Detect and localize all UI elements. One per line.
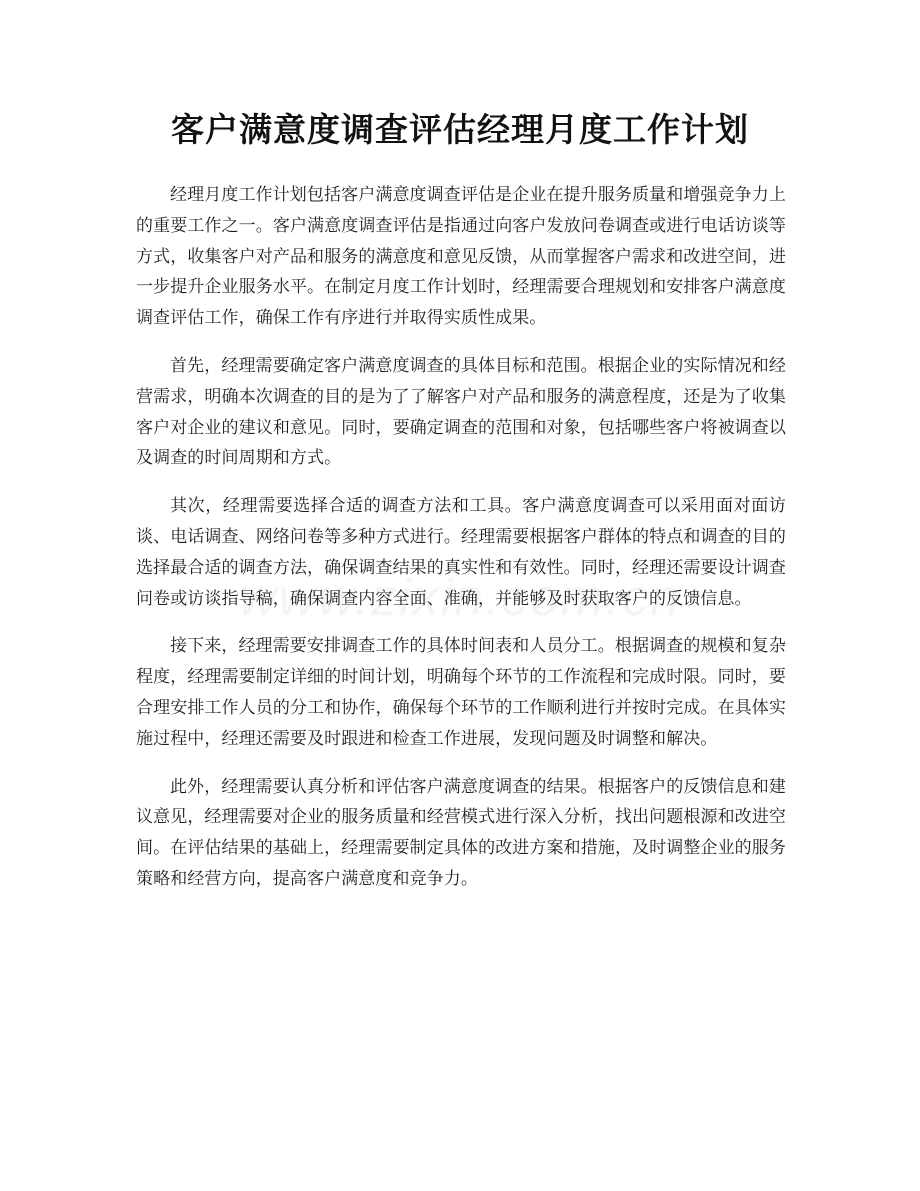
paragraph-analysis: 此外，经理需要认真分析和评估客户满意度调查的结果。根据客户的反馈信息和建议意见，经理需要对企业的服务质量和经营模式进行深入分析，找出问题根源和改进空间。在评估结果的基础上，经理需要制定具体的改进方案和措施，及时调整企业的服务策略和经营方向，提高客户满意度和竞争力。 <box>136 776 786 889</box>
document-body <box>136 180 786 912</box>
paragraph-schedule: 接下来，经理需要安排调查工作的具体时间表和人员分工。根据调查的规模和复杂程度，经理需要制定详细的时间计划，明确每个环节的工作流程和完成时限。同时，要合理安排工作人员的分工和协作，确保每个环节的工作顺利进行并按时完成。在具体实施过程中，经理还需要及时跟进和检查工作进展，发现问题及时调整和解决。 <box>136 636 786 749</box>
paragraph-methods: 其次，经理需要选择合适的调查方法和工具。客户满意度调查可以采用面对面访谈、电话调查、网络问卷等多种方式进行。经理需要根据客户群体的特点和调查的目的选择最合适的调查方法，确保调查结果的真实性和有效性。同时，经理还需要设计调查问卷或访谈指导稿，确保调查内容全面、准确，并能够及时获取客户的反馈信息。 <box>136 496 786 609</box>
paragraph-intro: 经理月度工作计划包括客户满意度调查评估是企业在提升服务质量和增强竞争力上的重要工作之一。客户满意度调查评估是指通过向客户发放问卷调查或进行电话访谈等方式，收集客户对产品和服务的满意度和意见反馈，从而掌握客户需求和改进空间，进一步提升企业服务水平。在制定月度工作计划时，经理需要合理规划和安排客户满意度调查评估工作，确保工作有序进行并取得实质性成果。 <box>136 185 786 329</box>
paragraph-goals: 首先，经理需要确定客户满意度调查的具体目标和范围。根据企业的实际情况和经营需求，明确本次调查的目的是为了了解客户对产品和服务的满意程度，还是为了收集客户对企业的建议和意见。同时，要确定调查的范围和对象，包括哪些客户将被调查以及调查的时间周期和方式。 <box>136 355 786 469</box>
document-title: 客户满意度调查评估经理月度工作计划 <box>171 110 749 149</box>
